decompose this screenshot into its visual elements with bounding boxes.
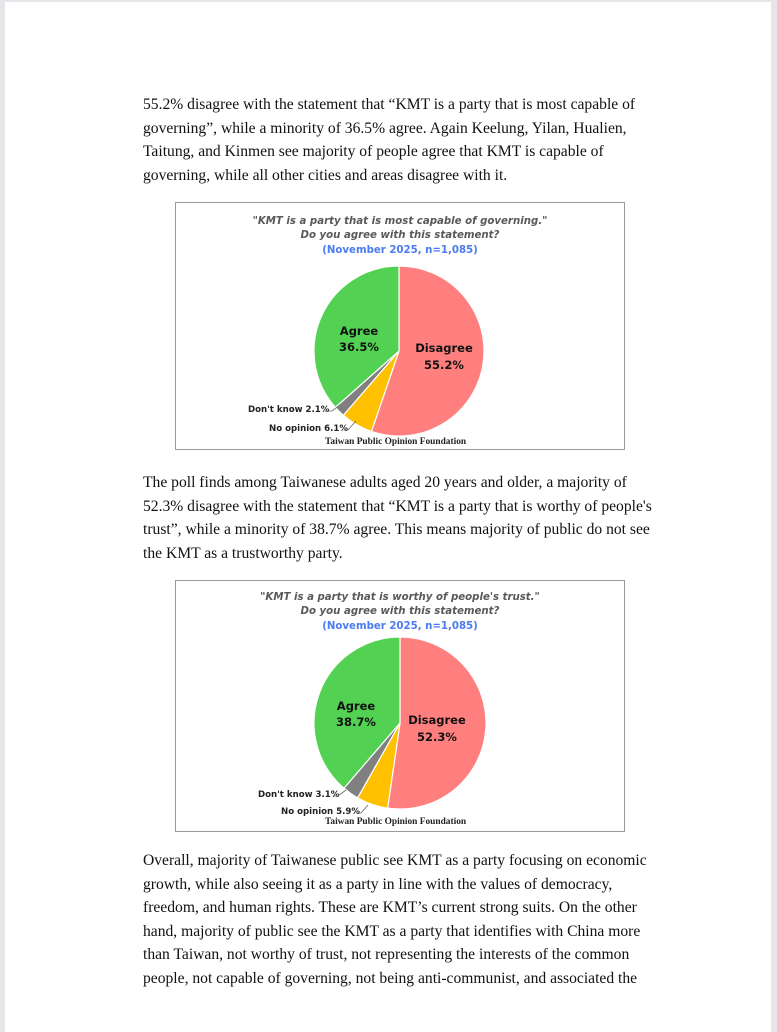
agree-label: Agree <box>336 699 376 713</box>
no-opinion-label: No opinion 5.9% <box>281 807 361 817</box>
pie-chart-worthy-trust <box>175 580 625 832</box>
dont-know-label: Don't know 2.1% <box>248 405 330 415</box>
chart-question: Do you agree with this statement? <box>300 606 500 617</box>
chart-title: "KMT is a party that is most capable of governing." <box>252 216 548 227</box>
agree-percent: 36.5% <box>339 340 379 354</box>
agree-label: Agree <box>339 324 379 338</box>
agree-percent: 38.7% <box>336 715 376 729</box>
paragraph-capable-governing: 55.2% disagree with the statement that “KMT is a party that is most capable of governing”, while a minority of 36.5% agree. Again Keelung, Yilan, Hualien, Taitung, and Kinmen see majority of people agree that KMT is capable of governing, while all other cities and areas disagree with it. <box>143 96 636 184</box>
pie-graphic <box>176 203 624 449</box>
pie-graphic <box>176 581 624 831</box>
chart-source: Taiwan Public Opinion Foundation <box>325 437 467 447</box>
disagree-label: Disagree <box>415 341 473 355</box>
chart-source: Taiwan Public Opinion Foundation <box>325 817 467 827</box>
chart-question: Do you agree with this statement? <box>300 230 500 241</box>
disagree-percent: 55.2% <box>424 358 464 372</box>
pie-chart-capable-governing <box>175 202 625 450</box>
disagree-label: Disagree <box>408 713 466 727</box>
chart-date-note: (November 2025, n=1,085) <box>322 245 478 256</box>
no-opinion-label: No opinion 6.1% <box>269 424 349 434</box>
paragraph-overall-summary: Overall, majority of Taiwanese public see KMT as a party focusing on economic growth, while also seeing it as a party in line with the values of democracy, freedom, and human rights. These are KMT’s current strong suits. On the other hand, majority of public see the KMT as a party that identifies with China more than Taiwan, not worthy of trust, not representing the interests of the common people, not capable of governing, not being anti-communist, and associated the <box>143 852 647 987</box>
chart-date-note: (November 2025, n=1,085) <box>322 621 478 632</box>
dont-know-label: Don't know 3.1% <box>258 790 340 800</box>
paragraph-worthy-trust: The poll finds among Taiwanese adults aged 20 years and older, a majority of 52.3% disagree with the statement that “KMT is a party that is worthy of people's trust”, while a minority of 38.7% agree. This means majority of public do not see the KMT as a trustworthy party. <box>143 474 652 562</box>
chart-title: "KMT is a party that is worthy of people's trust." <box>260 592 540 603</box>
disagree-percent: 52.3% <box>417 730 457 744</box>
